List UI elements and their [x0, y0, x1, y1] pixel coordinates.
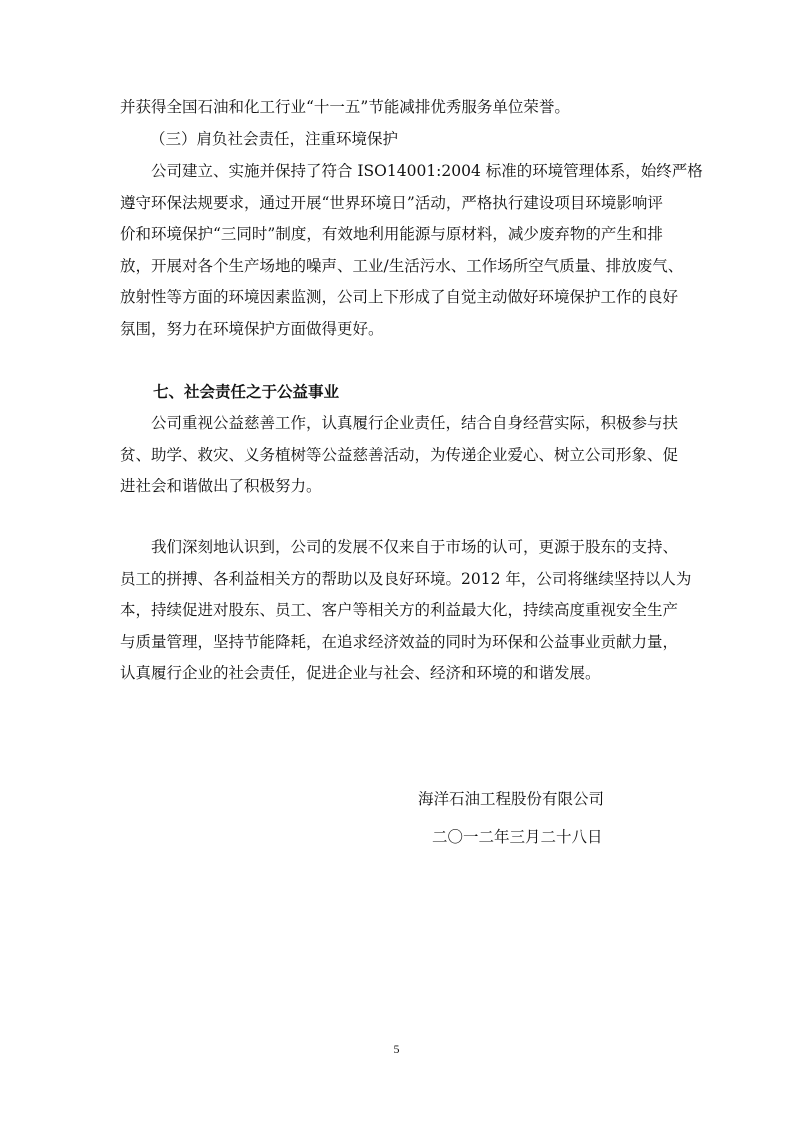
text-line: 遵守环保法规要求，通过开展“世界环境日”活动，严格执行建设项目环境影响评 [120, 193, 663, 212]
text-line: 员工的拼搏、各利益相关方的帮助以及良好环境。2012 年，公司将继续坚持以人为 [120, 569, 692, 588]
text-line: 我们深刻地认识到，公司的发展不仅来自于市场的认可，更源于股东的支持、 [151, 538, 679, 556]
text-line: 贫、助学、救灾、义务植树等公益慈善活动，为传递企业爱心、树立公司形象、促 [120, 445, 679, 464]
subsection-3-title: （三）肩负社会责任，注重环境保护 [150, 130, 399, 148]
text-line: 氛围，努力在环境保护方面做得更好。 [120, 319, 384, 338]
page-number: 5 [393, 1042, 400, 1056]
text-line: 公司重视公益慈善工作，认真履行企业责任，结合自身经营实际，积极参与扶 [151, 414, 679, 432]
section-7-body [120, 408, 710, 503]
intro-line [120, 92, 710, 124]
text-line: 认真履行企业的社会责任，促进企业与社会、经济和环境的和谐发展。 [120, 664, 601, 682]
text-line: 价和环境保护“三同时”制度，有效地利用能源与原材料，减少废弃物的产生和排 [120, 225, 663, 243]
text-line: 放射性等方面的环境因素监测，公司上下形成了自觉主动做好环境保护工作的良好 [120, 288, 679, 306]
text-line: 与质量管理，坚持节能降耗，在追求经济效益的同时为环保和公益事业贡献力量， [120, 632, 679, 651]
section-7-heading: 七、社会责任之于公益事业 [153, 383, 340, 401]
text-line: 本，持续促进对股东、员工、客户等相关方的利益最大化，持续高度重视安全生产 [120, 601, 679, 619]
closing-paragraph [120, 532, 710, 690]
subsection-3-body [120, 156, 710, 345]
text-line: 进社会和谐做出了积极努力。 [120, 477, 322, 495]
text-line: 放，开展对各个生产场地的噪声、工业/生活污水、工作场所空气质量、排放废气、 [120, 256, 684, 275]
signature-date: 二〇一二年三月二十八日 [432, 828, 603, 846]
text-line: 并获得全国石油和化工行业“十一五”节能减排优秀服务单位荣誉。 [120, 98, 570, 116]
signature-company: 海洋石油工程股份有限公司 [418, 790, 605, 808]
text-line: 公司建立、实施并保持了符合 ISO14001:2004 标准的环境管理体系，始终严格 [151, 162, 703, 180]
